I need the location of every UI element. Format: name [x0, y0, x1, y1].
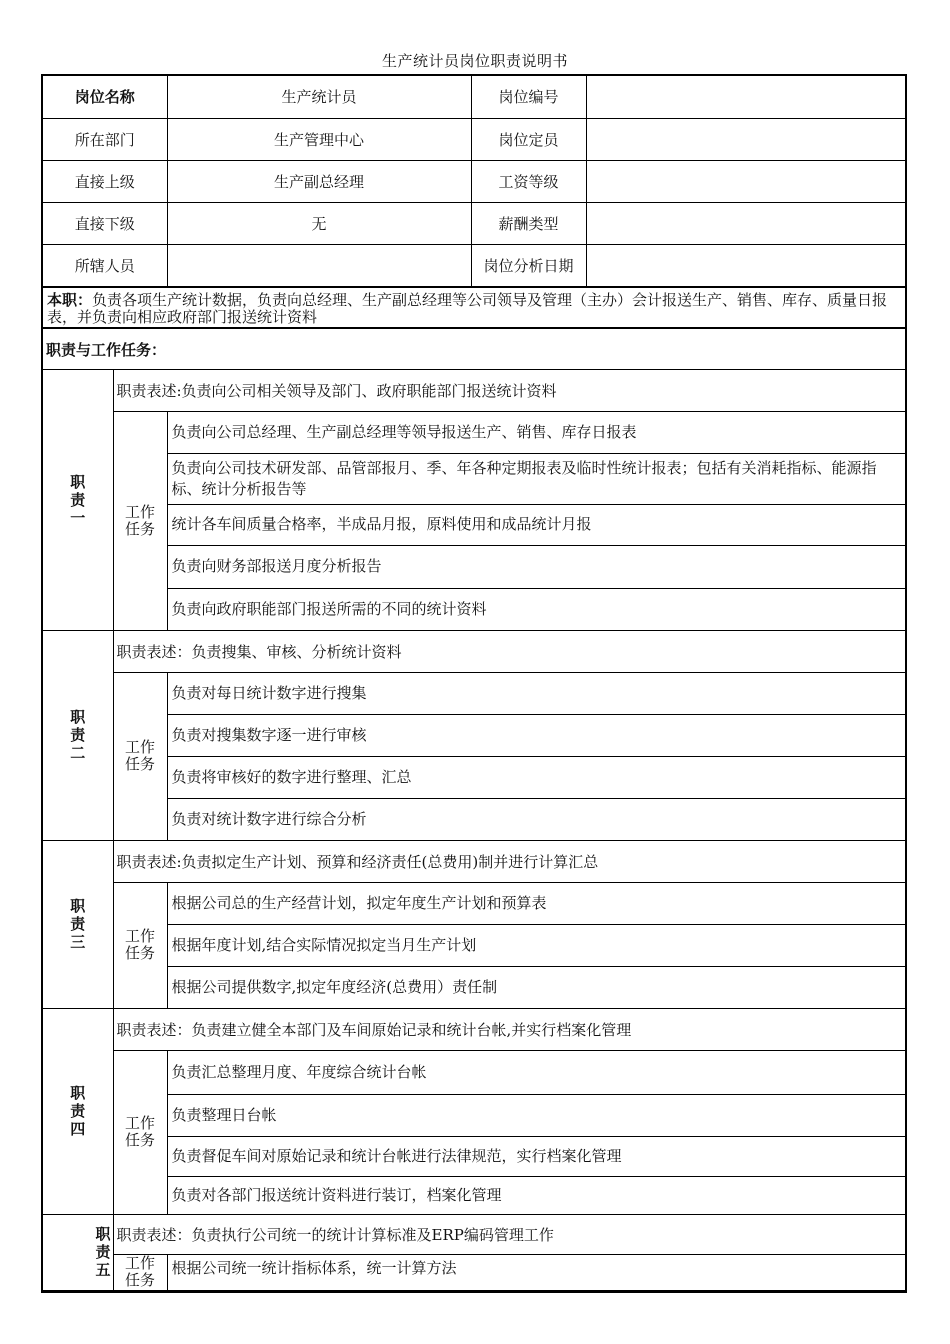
job-description-sheet — [41, 74, 907, 1293]
field-value — [586, 244, 907, 286]
task-row — [43, 924, 907, 966]
task-row — [43, 1136, 907, 1176]
task-item: 根据公司总的生产经营计划，拟定年度生产计划和预算表 — [167, 882, 907, 924]
task-item: 负责对每日统计数字进行搜集 — [167, 672, 907, 714]
duty-label: 职 责 三 — [43, 840, 113, 1008]
duty-row — [43, 840, 907, 882]
task-row — [43, 453, 907, 504]
task-row — [43, 756, 907, 798]
task-row — [43, 882, 907, 924]
duties-table — [43, 369, 907, 1291]
duty-label: 职 责 五 — [43, 1214, 113, 1290]
task-item: 负责向公司技术研发部、品管部报月、季、年各种定期报表及临时性统计报表；包括有关消耗指标、能源指标、统计分析报告等 — [167, 453, 907, 504]
task-item: 负责将审核好的数字进行整理、汇总 — [167, 756, 907, 798]
duty-description: 职责表述:负责拟定生产计划、预算和经济责任(总费用)制并进行计算汇总 — [113, 840, 907, 882]
task-row — [43, 966, 907, 1008]
task-item: 负责督促车间对原始记录和统计台帐进行法律规范，实行档案化管理 — [167, 1136, 907, 1176]
field-value — [586, 202, 907, 244]
duty-label: 职 责 四 — [43, 1008, 113, 1214]
position-info-row — [43, 118, 907, 160]
duty-label: 职 责 二 — [43, 630, 113, 840]
field-value — [167, 244, 471, 286]
task-row — [43, 714, 907, 756]
field-value: 生产统计员 — [167, 76, 471, 118]
field-label: 岗位分析日期 — [471, 244, 586, 286]
duty-label: 职 责 一 — [43, 369, 113, 630]
task-item: 统计各车间质量合格率，半成品月报，原料使用和成品统计月报 — [167, 504, 907, 545]
field-label: 直接上级 — [43, 160, 167, 202]
task-item: 负责对各部门报送统计资料进行装订，档案化管理 — [167, 1176, 907, 1214]
position-info-row — [43, 160, 907, 202]
task-item: 负责向财务部报送月度分析报告 — [167, 545, 907, 588]
field-value — [586, 160, 907, 202]
task-item: 负责向公司总经理、生产副总经理等领导报送生产、销售、库存日报表 — [167, 411, 907, 453]
task-item: 负责对统计数字进行综合分析 — [167, 798, 907, 840]
task-row — [43, 1254, 907, 1290]
duty-row — [43, 1214, 907, 1254]
field-label: 工资等级 — [471, 160, 586, 202]
field-label: 岗位名称 — [43, 76, 167, 118]
field-label: 薪酬类型 — [471, 202, 586, 244]
task-label: 工作 任务 — [113, 411, 167, 630]
position-info-row — [43, 202, 907, 244]
task-item: 根据年度计划,结合实际情况拟定当月生产计划 — [167, 924, 907, 966]
duty-row — [43, 630, 907, 672]
task-row — [43, 798, 907, 840]
field-label: 所在部门 — [43, 118, 167, 160]
position-info-table — [43, 76, 907, 287]
document-title: 生产统计员岗位职责说明书 — [381, 52, 568, 70]
task-row — [43, 1176, 907, 1214]
duty-description: 职责表述:负责向公司相关领导及部门、政府职能部门报送统计资料 — [113, 369, 907, 411]
position-info-row — [43, 76, 907, 118]
field-label: 所辖人员 — [43, 244, 167, 286]
field-value: 生产管理中心 — [167, 118, 471, 160]
task-item: 负责汇总整理月度、年度综合统计台帐 — [167, 1050, 907, 1094]
task-row — [43, 588, 907, 630]
field-value: 无 — [167, 202, 471, 244]
field-label: 岗位定员 — [471, 118, 586, 160]
duty-description: 职责表述：负责建立健全本部门及车间原始记录和统计台帐,并实行档案化管理 — [113, 1008, 907, 1050]
field-value: 生产副总经理 — [167, 160, 471, 202]
field-value — [586, 118, 907, 160]
task-row — [43, 545, 907, 588]
duty-row — [43, 369, 907, 411]
job-summary — [43, 287, 905, 327]
task-row — [43, 504, 907, 545]
duties-section-title: 职责与工作任务： — [43, 327, 905, 369]
task-row — [43, 1050, 907, 1094]
task-item: 根据公司提供数字,拟定年度经济(总费用）责任制 — [167, 966, 907, 1008]
job-summary-text: 负责各项生产统计数据，负责向总经理、生产副总经理等公司领导及管理（主办）会计报送生产、销售、库存、质量日报表，并负责向相应政府部门报送统计资料 — [47, 290, 888, 326]
task-label: 工作 任务 — [113, 672, 167, 840]
field-value — [586, 76, 907, 118]
task-item: 负责整理日台帐 — [167, 1094, 907, 1136]
task-label: 工作 任务 — [113, 882, 167, 1008]
task-row — [43, 1094, 907, 1136]
field-label: 岗位编号 — [471, 76, 586, 118]
field-label: 直接下级 — [43, 202, 167, 244]
task-item: 负责对搜集数字逐一进行审核 — [167, 714, 907, 756]
task-label: 工作 任务 — [113, 1254, 167, 1290]
task-label: 工作 任务 — [113, 1050, 167, 1214]
task-item: 根据公司统一统计指标体系，统一计算方法 — [167, 1254, 907, 1290]
task-row — [43, 672, 907, 714]
duty-row — [43, 1008, 907, 1050]
job-summary-label: 本职： — [47, 290, 93, 309]
duty-description: 职责表述：负责执行公司统一的统计计算标准及ERP编码管理工作 — [113, 1214, 907, 1254]
position-info-row — [43, 244, 907, 286]
task-row — [43, 411, 907, 453]
duty-description: 职责表述：负责搜集、审核、分析统计资料 — [113, 630, 907, 672]
task-item: 负责向政府职能部门报送所需的不同的统计资料 — [167, 588, 907, 630]
